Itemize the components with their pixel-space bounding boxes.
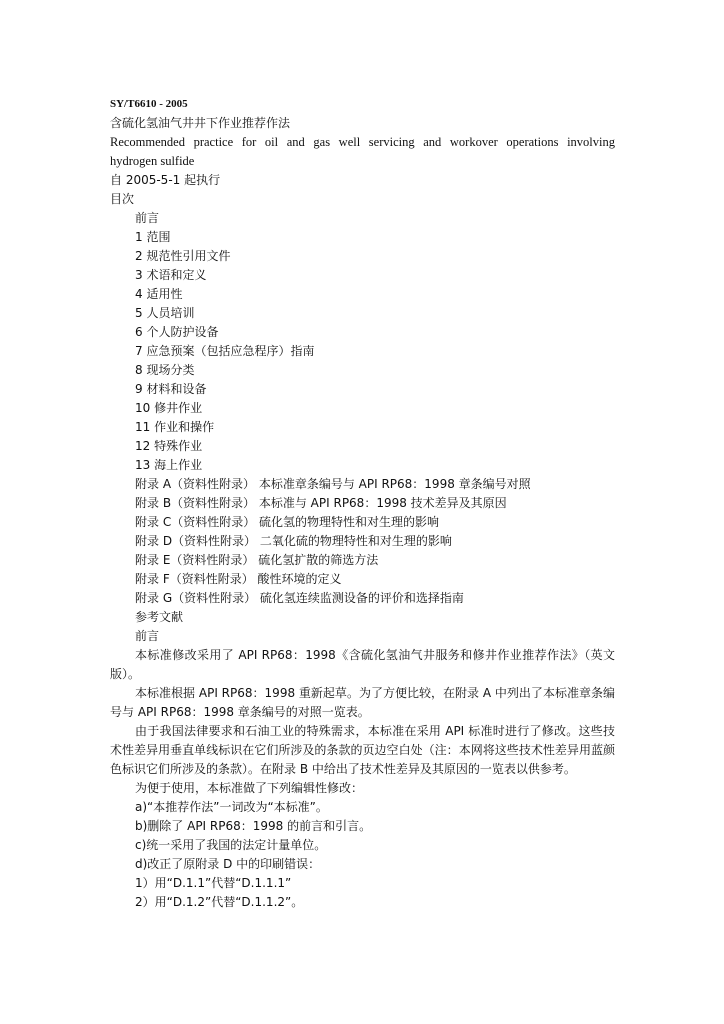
toc-heading: 目次	[110, 192, 135, 206]
toc-item-annex-d[interactable]: 附录 D（资料性附录） 二氧化硫的物理特性和对生理的影响	[135, 534, 452, 548]
effective-date: 自 2005-5-1 起执行	[110, 173, 221, 187]
toc-item-annex-e[interactable]: 附录 E（资料性附录） 硫化氢扩散的筛选方法	[135, 553, 379, 567]
toc-item-annex-b[interactable]: 附录 B（资料性附录） 本标准与 API RP68：1998 技术差异及其原因	[135, 496, 507, 510]
foreword-paragraph-4: 为便于使用，本标准做了下列编辑性修改：	[135, 781, 364, 795]
toc-item-annex-g[interactable]: 附录 G（资料性附录） 硫化氢连续监测设备的评价和选择指南	[135, 591, 464, 605]
title-english-line-1: Recommended practice for oil and gas well servicing and workover operations involving	[110, 135, 615, 149]
toc-item-protective-equipment[interactable]: 6 个人防护设备	[135, 325, 219, 339]
toc-item-workover[interactable]: 10 修井作业	[135, 401, 203, 415]
toc-item-materials[interactable]: 9 材料和设备	[135, 382, 207, 396]
toc-item-annex-c[interactable]: 附录 C（资料性附录） 硫化氢的物理特性和对生理的影响	[135, 515, 440, 529]
edit-item-a: a)“本推荐作法”一词改为“本标准”。	[135, 800, 328, 814]
toc-item-scope[interactable]: 1 范围	[135, 230, 171, 244]
edit-item-d: d)改正了原附录 D 中的印刷错误：	[135, 857, 321, 871]
document-page	[110, 95, 615, 912]
foreword-paragraph-3: 由于我国法律要求和石油工业的特殊需求，本标准在采用 API 标准时进行了修改。这些技术性差异用垂直单线标识在它们所涉及的条款的页边空白处（注：本网将这些技术性差异用蓝颜色标识它们所涉及的条款）。在附录 B 中给出了技术性差异及其原因的一览表以供参考。	[110, 724, 615, 776]
toc-item-offshore[interactable]: 13 海上作业	[135, 458, 203, 472]
toc-item-operations[interactable]: 11 作业和操作	[135, 420, 215, 434]
toc-item-annex-f[interactable]: 附录 F（资料性附录） 酸性环境的定义	[135, 572, 342, 586]
toc-item-site-classification[interactable]: 8 现场分类	[135, 363, 195, 377]
toc-item-training[interactable]: 5 人员培训	[135, 306, 195, 320]
toc-item-applicability[interactable]: 4 适用性	[135, 287, 183, 301]
toc-list	[110, 209, 615, 627]
foreword-paragraph-1: 本标准修改采用了 API RP68：1998《含硫化氢油气井服务和修井作业推荐作法》（英文版）。	[110, 648, 615, 681]
foreword-heading: 前言	[135, 629, 160, 643]
toc-item-special-operations[interactable]: 12 特殊作业	[135, 439, 203, 453]
foreword-paragraph-2: 本标准根据 API RP68：1998 重新起草。为了方便比较，在附录 A 中列出了本标准章条编号与 API RP68：1998 章条编号的对照一览表。	[110, 686, 615, 719]
edit-item-b: b)删除了 API RP68：1998 的前言和引言。	[135, 819, 372, 833]
toc-item-foreword[interactable]: 前言	[135, 211, 160, 225]
toc-item-annex-a[interactable]: 附录 A（资料性附录） 本标准章条编号与 API RP68：1998 章条编号对照	[135, 477, 531, 491]
standard-number: SY/T6610 - 2005	[110, 98, 188, 110]
toc-item-terms[interactable]: 3 术语和定义	[135, 268, 207, 282]
edit-item-d-1: 1）用“D.1.1”代替“D.1.1.1”	[135, 876, 292, 890]
title-english-line-2: hydrogen sulfide	[110, 154, 195, 168]
edit-item-c: c)统一采用了我国的法定计量单位。	[135, 838, 327, 852]
toc-item-bibliography[interactable]: 参考文献	[135, 610, 184, 624]
toc-item-normative-references[interactable]: 2 规范性引用文件	[135, 249, 231, 263]
toc-item-emergency-plan[interactable]: 7 应急预案（包括应急程序）指南	[135, 344, 315, 358]
title-chinese: 含硫化氢油气井井下作业推荐作法	[110, 116, 291, 130]
edit-item-d-2: 2）用“D.1.2”代替“D.1.1.2”。	[135, 895, 304, 909]
